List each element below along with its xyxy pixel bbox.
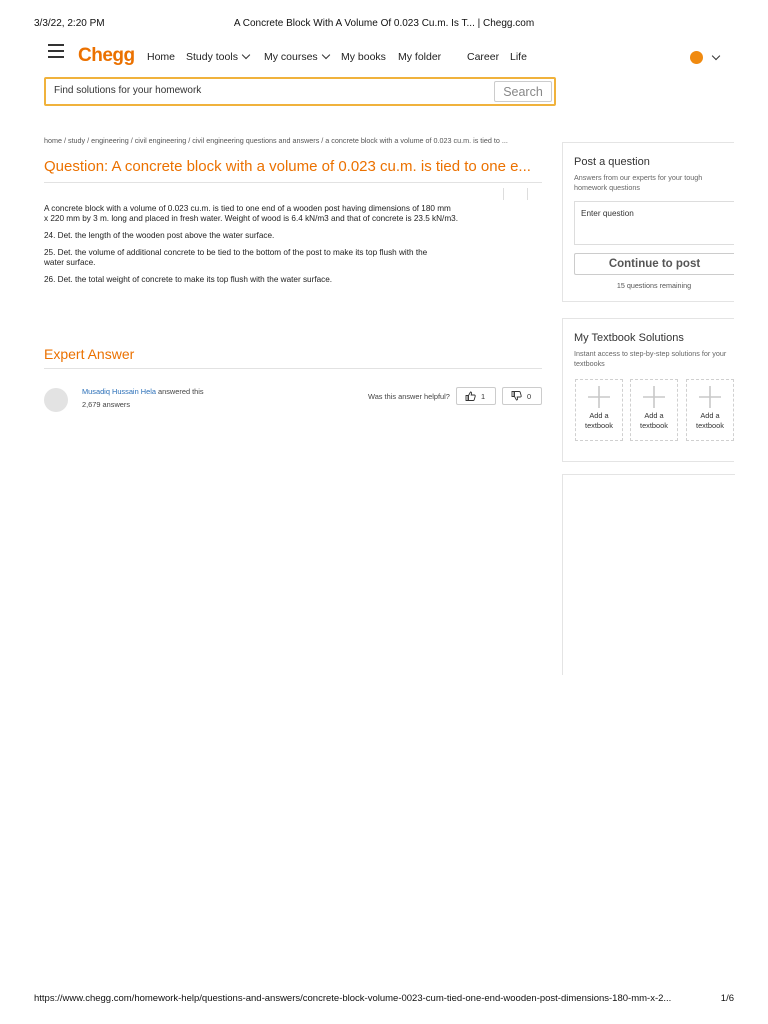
question-body	[44, 204, 464, 292]
print-datetime: 3/3/22, 2:20 PM	[34, 18, 105, 29]
search-input[interactable]	[54, 85, 484, 96]
question-line: A concrete block with a volume of 0.023 cu.m. is tied to one end of a wooden post having dimensions of 180 mm	[44, 204, 451, 213]
textbook-solutions-title: My Textbook Solutions	[574, 332, 684, 344]
likes-count: 1	[481, 391, 486, 401]
add-textbook-tile[interactable]	[686, 379, 734, 441]
question-paragraph	[44, 204, 464, 224]
chevron-down-icon	[321, 51, 329, 59]
divider	[44, 368, 542, 369]
question-line: water surface.	[44, 258, 96, 267]
enter-question-field[interactable]	[574, 201, 734, 245]
chevron-down-icon	[242, 51, 250, 59]
questions-remaining: 15 questions remaining	[616, 281, 692, 290]
textbook-solutions-subtitle: Instant access to step-by-step solutions for your textbooks	[574, 349, 727, 368]
add-textbook-label: textbook	[696, 421, 724, 430]
add-textbook-tile[interactable]	[630, 379, 678, 441]
continue-to-post-button[interactable]: Continue to post	[574, 253, 734, 275]
nav-life[interactable]: Life	[510, 51, 527, 63]
search-bar	[44, 77, 556, 106]
dislikes-count: 0	[527, 391, 532, 401]
plus-icon	[588, 386, 610, 408]
breadcrumb[interactable]: home / study / engineering / civil engineering / civil engineering questions and answers / a concrete block with a volume of 0.023 cu.m. is tied to ...	[44, 136, 508, 145]
question-line: 25. Det. the volume of additional concrete to be tied to the bottom of the post to make its top flush with the	[44, 248, 428, 257]
add-textbook-label: Add a	[589, 411, 609, 420]
ad-slot	[562, 474, 735, 675]
answerer-line	[82, 387, 204, 396]
plus-icon	[699, 386, 721, 408]
add-textbook-label: textbook	[640, 421, 668, 430]
nav-my-courses-label: My courses	[264, 51, 318, 63]
chegg-logo[interactable]: Chegg	[78, 45, 135, 66]
search-button[interactable]: Search	[494, 81, 552, 102]
question-paragraph: 26. Det. the total weight of concrete to make its top flush with the water surface.	[44, 275, 333, 284]
nav-home[interactable]: Home	[147, 51, 176, 63]
divider	[44, 182, 542, 183]
question-title: Question: A concrete block with a volume of 0.023 cu.m. is tied to one e...	[44, 158, 531, 175]
thumbs-down-button[interactable]	[502, 387, 542, 405]
thumbs-up-button[interactable]	[456, 387, 496, 405]
plus-icon	[643, 386, 665, 408]
thumbs-up-icon	[465, 391, 476, 401]
nav-career[interactable]: Career	[467, 51, 500, 63]
add-textbook-label: textbook	[585, 421, 613, 430]
answerer-name-link[interactable]: Musadiq Hussain Hela	[82, 387, 156, 396]
add-textbook-label: Add a	[644, 411, 664, 420]
add-textbook-label: Add a	[700, 411, 720, 420]
nav-my-folder[interactable]: My folder	[398, 51, 442, 63]
add-textbook-tile[interactable]	[575, 379, 623, 441]
thumbs-down-icon	[511, 391, 522, 401]
helpful-label: Was this answer helpful?	[368, 392, 450, 401]
print-page-title: A Concrete Block With A Volume Of 0.023 Cu.m. Is T... | Chegg.com	[233, 18, 535, 29]
post-question-title: Post a question	[574, 156, 650, 168]
account-menu-chevron[interactable]	[708, 52, 719, 64]
nav-study-tools-label: Study tools	[186, 51, 238, 63]
answered-suffix: answered this	[158, 387, 204, 396]
print-url: https://www.chegg.com/homework-help/questions-and-answers/concrete-block-volume-0023-cum-tied-one-end-wooden-post-dimensions-180-mm-x-2...	[34, 993, 672, 1004]
question-line: x 220 mm by 3 m. long and placed in fresh water. Weight of wood is 6.4 kN/m3 and that of concrete is 23.5 kN/m3.	[44, 214, 458, 223]
user-avatar[interactable]	[690, 51, 703, 64]
expert-answer-heading: Expert Answer	[44, 346, 135, 362]
hamburger-menu-icon[interactable]	[48, 44, 64, 60]
nav-study-tools[interactable]	[186, 51, 249, 63]
divider	[503, 188, 504, 200]
question-paragraph	[44, 248, 464, 268]
post-question-subtitle: Answers from our experts for your tough homework questions	[574, 173, 703, 192]
chevron-down-icon	[712, 52, 720, 60]
answerer-avatar	[44, 388, 68, 412]
print-page-number: 1/6	[720, 993, 734, 1004]
answerer-count: 2,679 answers	[82, 400, 131, 409]
question-paragraph: 24. Det. the length of the wooden post above the water surface.	[44, 231, 275, 240]
divider	[527, 188, 528, 200]
nav-my-courses[interactable]	[264, 51, 329, 63]
nav-my-books[interactable]: My books	[341, 51, 386, 63]
enter-question-label: Enter question	[581, 209, 634, 218]
